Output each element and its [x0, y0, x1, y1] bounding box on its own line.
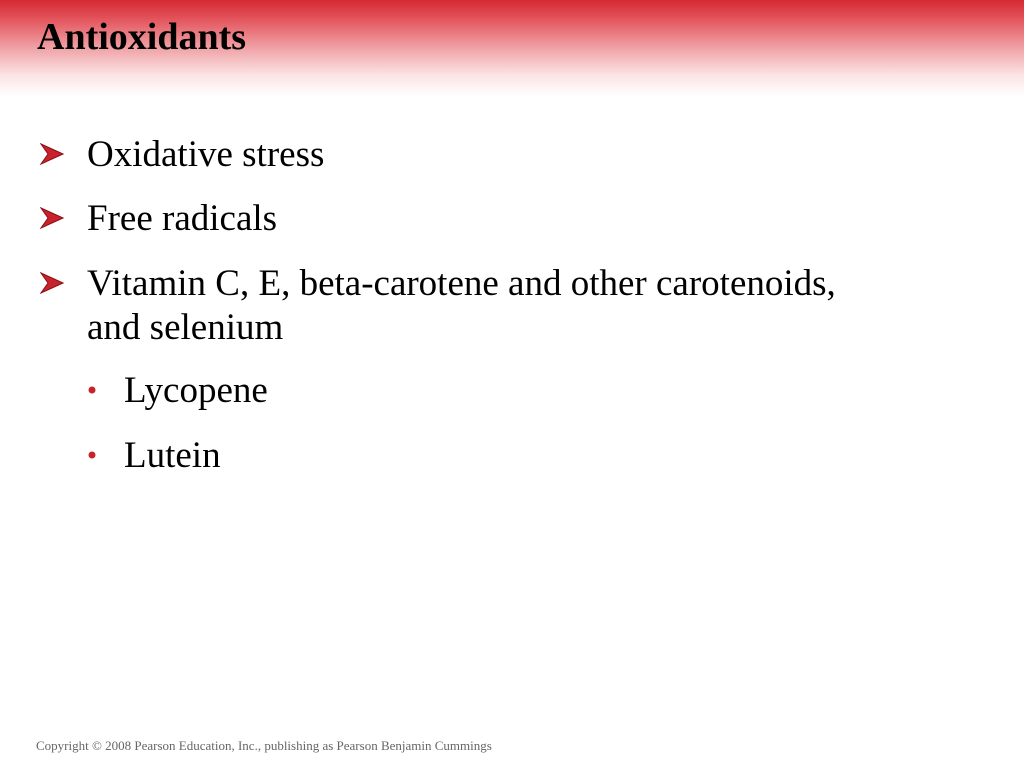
arrow-bullet-icon [40, 143, 64, 165]
bullet-text: Oxidative stress [87, 134, 325, 175]
bullet-text: Vitamin C, E, beta-carotene and other carotenoids, [87, 263, 836, 304]
dot-bullet-icon [86, 384, 98, 396]
slide-title: Antioxidants [37, 16, 247, 58]
sub-bullet-text: Lycopene [124, 370, 268, 411]
arrow-bullet-icon [40, 272, 64, 294]
bullet-text-continued: and selenium [87, 307, 284, 348]
dot-bullet-icon [86, 449, 98, 461]
bullet-text: Free radicals [87, 198, 278, 239]
sub-bullet-text: Lutein [124, 435, 221, 476]
arrow-bullet-icon [40, 207, 64, 229]
copyright-footer: Copyright © 2008 Pearson Education, Inc., publishing as Pearson Benjamin Cummings [36, 738, 492, 753]
